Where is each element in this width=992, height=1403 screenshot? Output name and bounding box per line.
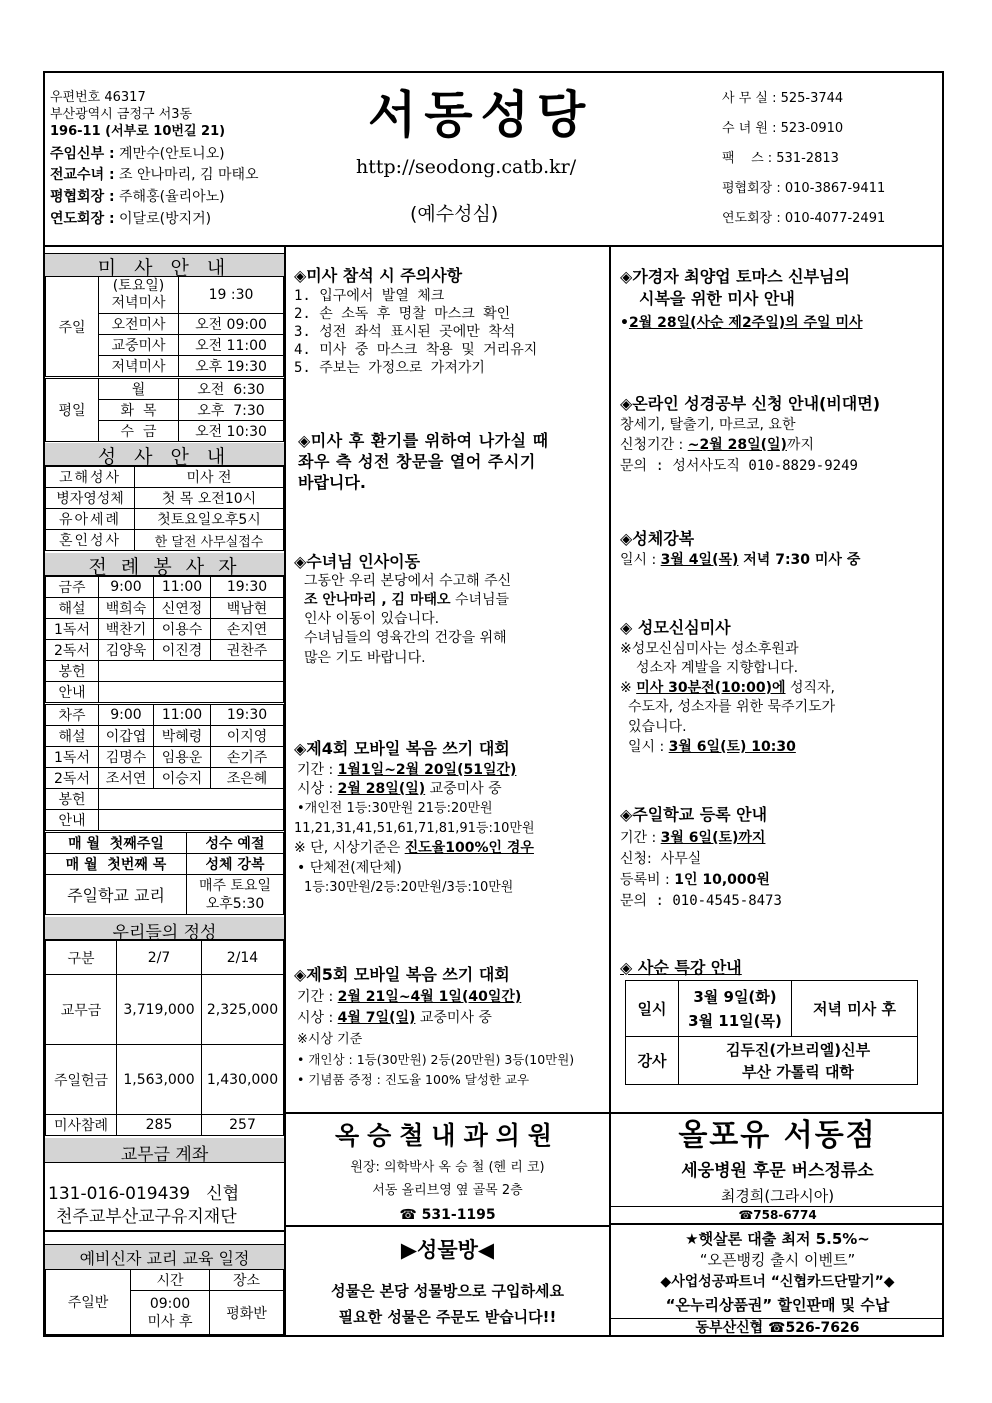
monthly-name: 매 월 첫번째 목 [46,854,187,875]
page-title: 서동성당 [368,86,594,144]
servers-header: 차주 [46,705,99,726]
speaker-name: 김두진(가브리엘)신부 [725,1040,871,1059]
server-name: 이갑엽 [99,726,154,747]
speaker-affiliation: 부산 가톨릭 대학 [742,1062,854,1081]
staff-memorial: 연도회장 : 이달로(방지거) [50,211,212,227]
contact-convent: 수 녀 원 : 523-0910 [722,121,844,136]
clinic-phone: ☎ 531-1195 [399,1207,496,1223]
notice-line: •개인전 1등:30만원 21등:20만원 [297,801,493,816]
offering-value: 3,719,000 [117,975,202,1045]
shinhyup-line: “오픈뱅킹 출시 이벤트” [699,1251,856,1269]
sacrament-info: 한 달전 사무실접수 [135,530,284,551]
notice-title: ◈성체강복 [620,529,695,548]
contact-office: 사 무 실 : 525-3744 [722,91,844,106]
server-role: 해설 [46,598,99,619]
notice-line: 있습니다. [628,719,687,735]
account-title-bar [45,1138,284,1163]
store-title: ▶성물방◀ [400,1238,495,1262]
shinhyup-contact: 동부산신협 ☎526-7626 [695,1320,860,1336]
mass-time: 오전 09:00 [179,314,284,335]
shinhyup-line: ★햇살론 대출 최저 5.5%~ [685,1230,870,1248]
allforyou-phone: ☎758-6774 [738,1208,817,1222]
offering-header: 2/7 [117,941,202,975]
server-name: 조서연 [99,768,154,789]
lenten-lecture-table [625,980,918,1085]
server-name: 이용수 [154,619,211,640]
mass-time: 오후 7:30 [179,400,284,421]
postal-code: 우편번호 46317 [50,90,146,105]
server-name: 손기주 [211,747,284,768]
notice-line: 기간 : 1월1일~2월 20일(51일간) [297,762,517,778]
sacrament-table [45,466,284,551]
notice-line: 3. 성전 좌석 표시된 곳에만 착석 [294,324,516,340]
clinic-director: 원장: 의학박사 옥 승 철 (헨 리 코) [350,1160,545,1175]
notice-line: 4. 미사 중 마스크 착용 및 거리유지 [294,342,538,358]
notice-line: • 단체전(제단체) [297,860,402,876]
servers-week1-table [45,576,284,703]
server-role: 봉헌 [46,661,99,682]
sacrament-title-bar [45,443,284,466]
server-name: 권찬주 [211,640,284,661]
notice-line: 창세기, 탈출기, 마르코, 요한 [620,417,796,433]
notice-title: 시복을 위한 미사 안내 [639,289,795,308]
notice-line: 문의 : 010-4545-8473 [620,893,782,909]
mass-time: 오후 19:30 [179,356,284,377]
server-role: 2독서 [46,640,99,661]
contact-council: 평협회장 : 010-3867-9411 [722,181,886,196]
servers-title: 전 례 봉 사 자 [88,556,241,578]
catechumen-header: 장소 [210,1270,284,1291]
offering-value: 1,563,000 [117,1045,202,1115]
offering-label: 주일헌금 [46,1045,117,1115]
offering-table [45,940,284,1136]
mass-time: 오전 10:30 [179,421,284,442]
mass-name: 수 금 [99,421,179,442]
contact-fax: 팩 스 : 531-2813 [722,151,839,166]
notice-line: ◈미사 후 환기를 위하여 나가실 때 [298,431,549,450]
monthly-value: 성체 강복 [187,854,284,875]
mass-time: 오전 6:30 [179,379,284,400]
catechumen-place: 평화반 [210,1291,284,1335]
offering-value: 2,325,000 [202,975,284,1045]
mass-title-bar [45,253,284,277]
catechumen-label: 주일반 [46,1270,131,1335]
notice-line: 1등:30만원/2등:20만원/3등:10만원 [304,880,514,895]
mass-name: 저녁미사 [99,356,179,377]
allforyou-owner: 최경희(그라시아) [720,1187,835,1205]
server-name [99,661,284,682]
server-name: 김명수 [99,747,154,768]
notice-line: 인사 이동이 있습니다. [304,611,440,627]
server-role: 안내 [46,682,99,703]
monthly-name: 주일학교 교리 [46,875,187,915]
servers-title-bar [45,553,284,576]
servers-header: 11:00 [154,577,211,598]
shinhyup-line: ◆사업성공파트너 “신협카드단말기”◆ [660,1274,895,1290]
catechumen-time: 09:00 미사 후 [131,1291,210,1335]
account-number: 131-016-019439 신협 [48,1184,240,1204]
server-role: 2독서 [46,768,99,789]
mass-name: 교중미사 [99,335,179,356]
allforyou-location: 세웅병원 후문 버스정류소 [681,1161,874,1181]
notice-line: • 기념품 증정 : 진도율 100% 달성한 교우 [297,1072,530,1087]
lecture-date: 3월 11일(목) [688,1011,782,1030]
catechumen-title: 예비신자 교리 교육 일정 [79,1249,250,1268]
offering-value: 285 [117,1115,202,1136]
server-name: 손지연 [211,619,284,640]
server-name: 이진경 [154,640,211,661]
website-link[interactable]: http://seodong.catb.kr/ [356,156,577,178]
server-role: 1독서 [46,619,99,640]
store-line: 성물은 본당 성물방으로 구입하세요 [330,1282,565,1300]
server-name: 백희숙 [99,598,154,619]
sacrament-name: 병자영성체 [46,488,135,509]
sacrament-name: 유아세례 [46,509,135,530]
sacrament-info: 첫 목 오전10시 [135,488,284,509]
server-name: 김양욱 [99,640,154,661]
notice-line: 그동안 우리 본당에서 수고해 주신 [304,573,512,589]
staff-sisters: 전교수녀 : 조 안나마리, 김 마태오 [50,167,259,183]
lecture-label: 강사 [626,1037,679,1085]
divider [284,1225,610,1227]
sacrament-info: 미사 전 [135,467,284,488]
offering-label: 교무금 [46,975,117,1045]
monthly-value: 매주 토요일 오후5:30 [187,875,284,915]
server-name: 임용운 [154,747,211,768]
divider [609,1206,944,1207]
shinhyup-line: “온누리상품권” 할인판매 및 수납 [665,1296,890,1314]
notice-line: 일시 : 3월 6일(토) 10:30 [628,739,796,755]
sunday-label: 주일 [46,277,99,377]
mass-time: 오전 11:00 [179,335,284,356]
mass-name: 화 목 [99,400,179,421]
divider [43,245,944,247]
address-line: 196-11 (서부로 10번길 21) [50,124,226,139]
staff-council: 평협회장 : 주해홍(율리아노) [50,189,225,205]
sacrament-name: 혼인성사 [46,530,135,551]
server-name [99,810,284,831]
notice-title: ◈온라인 성경공부 신청 안내(비대면) [620,394,881,413]
server-role: 1독서 [46,747,99,768]
notice-line: 성소자 계발을 지향합니다. [636,660,799,676]
notice-line: 일시 : 3월 4일(목) 저녁 7:30 미사 중 [620,552,861,568]
servers-header: 11:00 [154,705,211,726]
notice-title: ◈제4회 모바일 복음 쓰기 대회 [294,739,510,758]
notice-title: ◈주일학교 등록 안내 [620,805,768,824]
mass-sunday-table [45,276,284,377]
servers-header: 9:00 [99,705,154,726]
notice-line: ※성모신심미사는 성소후원과 [620,641,799,657]
mass-time: 19 :30 [179,277,284,314]
weekday-label: 평일 [46,379,99,442]
lecture-time: 저녁 미사 후 [792,981,918,1037]
notice-line: 문의 : 성서사도직 010-8829-9249 [620,458,858,474]
divider [43,1230,285,1232]
servers-header: 19:30 [211,705,284,726]
offering-label: 미사참례 [46,1115,117,1136]
mass-title: 미 사 안 내 [97,257,232,279]
notice-line: 수녀님들의 영육간의 건강을 위해 [304,630,507,646]
server-name: 이지영 [211,726,284,747]
lecture-label: 일시 [626,981,679,1037]
server-name: 이승지 [154,768,211,789]
notice-line: 2. 손 소독 후 명찰 마스크 확인 [294,306,511,322]
server-role: 안내 [46,810,99,831]
notice-line: 많은 기도 바랍니다. [304,650,426,666]
mass-name: 월 [99,379,179,400]
notice-line: 기간 : 3월 6일(토)까지 [620,830,766,846]
offering-title-bar [45,917,284,943]
mass-name: 오전미사 [99,314,179,335]
monthly-name: 매 월 첫째주일 [46,833,187,854]
mass-weekday-table [45,378,284,442]
offering-header: 구분 [46,941,117,975]
offering-title: 우리들의 정성 [112,923,217,943]
lecture-dates [679,981,792,1037]
server-name: 백찬기 [99,619,154,640]
staff-pastor: 주임신부 : 계만수(안토니오) [50,146,225,162]
notice-line: 신청기간 : ~2월 28일(일)까지 [620,437,814,453]
notice-line: • 개인상 : 1등(30만원) 2등(20만원) 3등(10만원) [297,1052,575,1067]
offering-header: 2/14 [202,941,284,975]
server-name [99,789,284,810]
monthly-value: 성수 예절 [187,833,284,854]
notice-line: 시상 : 2월 28일(일) 교중미사 중 [297,781,502,797]
notice-title: ◈수녀님 인사이동 [294,552,421,571]
lecture-speaker [679,1037,918,1085]
divider [609,1223,944,1225]
lecture-date: 3월 9일(화) [693,987,777,1006]
notice-line: ※시상 기준 [297,1032,363,1047]
contact-memorial: 연도회장 : 010-4077-2491 [722,211,886,226]
offering-value: 257 [202,1115,284,1136]
notice-title: ◈가경자 최양업 토마스 신부님의 [620,267,850,286]
notice-line: 바랍니다. [298,473,366,492]
server-name [99,682,284,703]
server-name: 신연정 [154,598,211,619]
notice-line: 등록비 : 1인 10,000원 [620,872,770,888]
notice-line: 11,21,31,41,51,61,71,81,91등:10만원 [294,821,535,836]
notice-line: 좌우 측 성전 창문을 열어 주시기 [298,452,536,471]
address-line: 부산광역시 금정구 서3동 [50,107,193,122]
offering-value: 1,430,000 [202,1045,284,1115]
notice-title: ◈ 성모신심미사 [620,618,731,637]
sacrament-info: 첫토요일오후5시 [135,509,284,530]
clinic-location: 서동 올리브영 옆 골목 2층 [372,1183,523,1198]
account-title: 교무금 계좌 [120,1145,209,1165]
feast-subtitle: (예수성심) [410,203,499,225]
notice-line: 5. 주보는 가정으로 가져가기 [294,360,485,376]
allforyou-name: 올포유 서동점 [678,1118,877,1153]
monthly-table [45,832,284,915]
server-name: 조은혜 [211,768,284,789]
notice-line: •2월 28일(사순 제2주일)의 주일 미사 [620,315,863,331]
servers-week2-table [45,704,284,831]
servers-header: 금주 [46,577,99,598]
notice-line: 기간 : 2월 21일~4월 1일(40일간) [297,989,522,1005]
server-name: 백남현 [211,598,284,619]
store-line: 필요한 성물은 주문도 받습니다!! [338,1308,557,1326]
catechumen-table [45,1269,284,1335]
servers-header: 9:00 [99,577,154,598]
notice-title: ◈ 사순 특강 안내 [620,958,742,977]
catechumen-header: 시간 [131,1270,210,1291]
notice-line: 조 안나마리 , 김 마태오 수녀님들 [304,592,510,608]
sacrament-name: 고해성사 [46,467,135,488]
notice-line: 1. 입구에서 발열 체크 [294,288,445,304]
notice-line: 신청: 사무실 [620,851,702,867]
notice-line: ※ 단, 시상기준은 진도율100%인 경우 [294,840,534,856]
notice-title: ◈제5회 모바일 복음 쓰기 대회 [294,965,510,984]
server-role: 봉헌 [46,789,99,810]
sacrament-title: 성 사 안 내 [97,446,232,468]
notice-line: ※ 미사 30분전(10:00)에 성직자, [620,680,836,696]
server-name: 박혜령 [154,726,211,747]
servers-header: 19:30 [211,577,284,598]
divider [284,1112,944,1114]
notice-title: ◈미사 참석 시 주의사항 [294,266,463,285]
clinic-name: 옥승철내과의원 [334,1121,561,1150]
catechumen-title-bar [45,1244,284,1270]
account-holder: 천주교부산교구유지재단 [56,1207,237,1227]
mass-name: (토요일) 저녁미사 [99,277,179,314]
notice-line: 수도자, 성소자를 위한 묵주기도가 [628,699,836,715]
notice-line: 시상 : 4월 7일(일) 교중미사 중 [297,1010,492,1026]
server-role: 해설 [46,726,99,747]
